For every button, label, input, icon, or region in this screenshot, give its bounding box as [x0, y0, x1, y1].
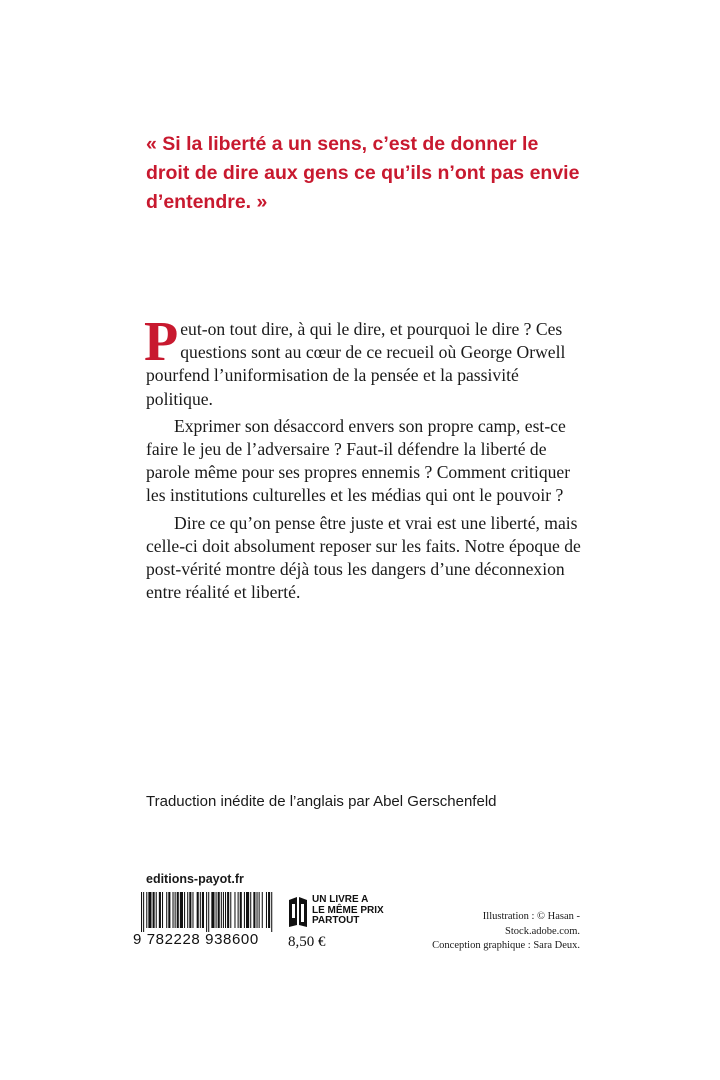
barcode-bar: [225, 892, 226, 928]
barcode-bar: [259, 892, 260, 928]
image-credits: [420, 910, 580, 954]
blurb: [144, 311, 586, 608]
barcode-bar: [244, 892, 245, 928]
barcode-bar: [146, 892, 147, 928]
isbn-number: 9 782228 938600: [133, 931, 259, 948]
blurb-paragraph-1: [144, 311, 586, 411]
barcode-bar: [187, 892, 188, 928]
barcode-bar: [180, 892, 183, 928]
barcode-bar: [262, 892, 263, 928]
book-price-logo-text: [312, 895, 384, 927]
barcode-bar: [206, 892, 207, 932]
barcode-bar: [159, 892, 161, 928]
barcode-bar: [168, 892, 170, 928]
barcode: [140, 892, 280, 932]
barcode-bar: [166, 892, 167, 928]
barcode-bar: [271, 892, 272, 932]
barcode-bar: [268, 892, 270, 928]
barcode-bar: [200, 892, 201, 928]
barcode-bars: [140, 892, 276, 932]
barcode-bar: [153, 892, 155, 928]
blurb-paragraph-3: Dire ce qu’on pense être juste et vrai est une liberté, mais celle-ci doit absolument reposer sur les faits. Notre époque de post-vérité montre déjà tous les dangers d’une déconnexion entre réalité et liberté.: [146, 512, 581, 603]
credit-line-1: Illustration : © Hasan -: [482, 911, 580, 922]
quote-line-1: « Si la liberté a un sens, c’est de donner le: [146, 133, 539, 155]
barcode-bar: [218, 892, 220, 928]
credit-line-3: Conception graphique : Sara Deux.: [432, 940, 580, 951]
barcode-bar: [162, 892, 163, 928]
barcode-bar: [227, 892, 229, 928]
quote-line-3: d’entendre. »: [146, 191, 268, 213]
drop-cap: P: [144, 311, 179, 373]
price: 8,50 €: [288, 934, 326, 950]
publisher-website: editions-payot.fr: [146, 872, 244, 886]
barcode-bar: [202, 892, 204, 928]
barcode-bar: [216, 892, 217, 928]
credit-line-2: Stock.adobe.com.: [505, 925, 580, 937]
translation-credit: Traduction inédite de l’anglais par Abel Gerschenfeld: [146, 793, 497, 810]
barcode-bar: [211, 892, 214, 928]
barcode-bar: [156, 892, 157, 928]
barcode-bar: [257, 892, 258, 928]
barcode-bar: [208, 892, 209, 932]
barcode-bar: [266, 892, 267, 928]
barcode-bar: [240, 892, 242, 928]
barcode-bar: [197, 892, 199, 928]
logo-line-2: LE MÊME PRIX: [312, 904, 384, 916]
barcode-bar: [175, 892, 176, 928]
barcode-bar: [253, 892, 255, 928]
barcode-bar: [143, 892, 144, 932]
barcode-bar: [221, 892, 222, 928]
blurb-paragraph-2: Exprimer son désaccord envers son propre camp, est-ce faire le jeu de l’adversaire ? Faut-il défendre la liberté de parole même pour ses propres ennemis ? Comment critiquer les institutions culturelles et les médias qui ont le pouvoir ?: [146, 415, 571, 506]
pull-quote: [146, 130, 586, 217]
barcode-bar: [141, 892, 142, 932]
quote-line-2: droit de dire aux gens ce qu’ils n’ont pas envie: [146, 162, 580, 184]
logo-line-3: PARTOUT: [312, 915, 360, 926]
barcode-bar: [184, 892, 185, 928]
blurb-paragraph-1-text: eut-on tout dire, à qui le dire, et pourquoi le dire ? Ces questions sont au cœur de ce recueil où George Orwell pourfend l’uniformisation de la pensée et la passivité politique.: [146, 319, 566, 409]
barcode-bar: [223, 892, 224, 928]
barcode-bar: [250, 892, 251, 928]
barcode-bar: [177, 892, 179, 928]
barcode-bar: [192, 892, 193, 928]
barcode-bar: [230, 892, 231, 928]
logo-line-1: UN LIVRE A: [312, 894, 369, 905]
barcode-bar: [234, 892, 235, 928]
barcode-bar: [238, 892, 239, 928]
barcode-bar: [148, 892, 151, 928]
barcode-bar: [246, 892, 249, 928]
barcode-bar: [173, 892, 174, 928]
barcode-bar: [189, 892, 191, 928]
book-price-logo-icon: [287, 896, 309, 933]
